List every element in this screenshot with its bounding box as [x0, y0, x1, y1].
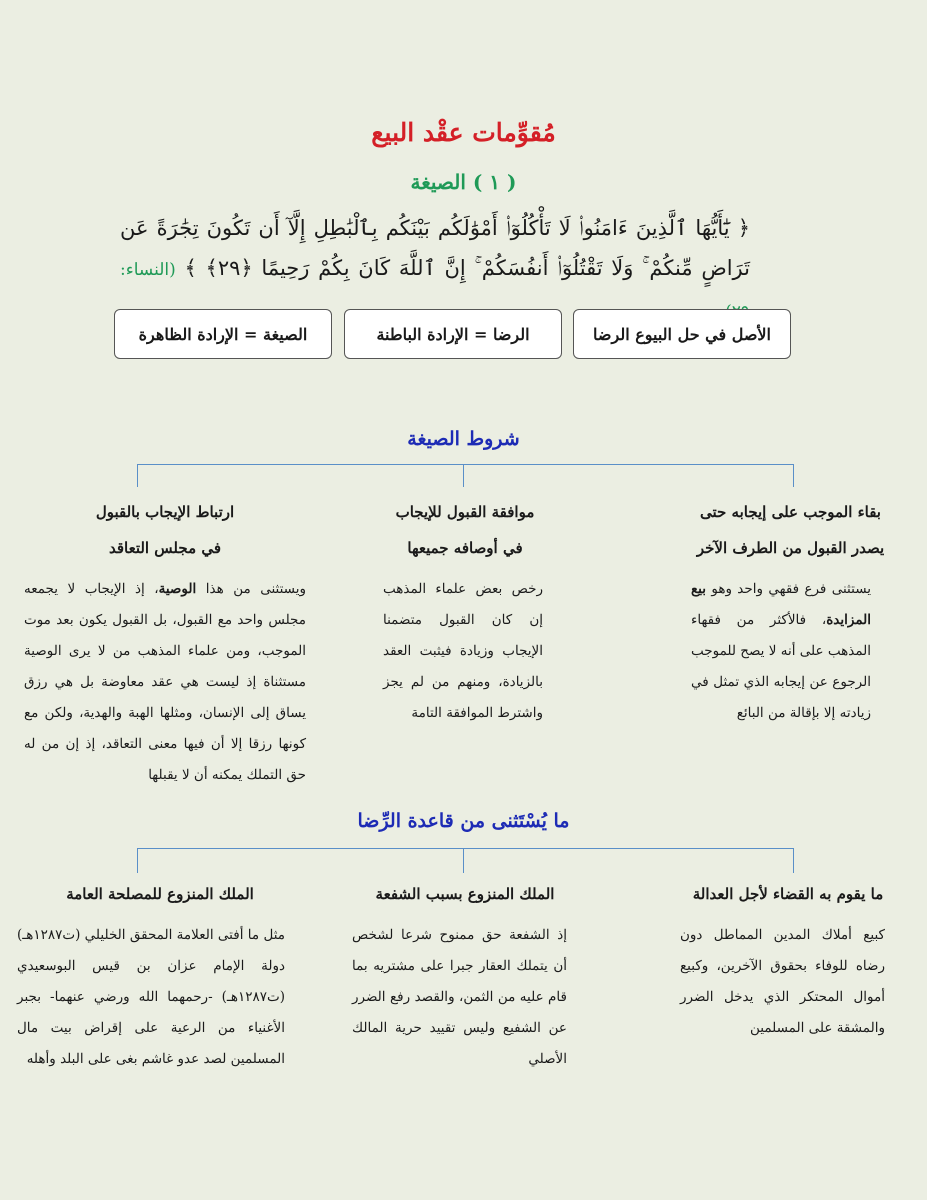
tree-connector-right	[793, 464, 794, 487]
condition-column-1	[688, 494, 893, 729]
tree-connector-left	[137, 464, 138, 487]
verse-close-bracket: ﴾	[184, 256, 197, 280]
tree-connector-horizontal-2	[137, 848, 793, 849]
tree-connector-left-2	[137, 848, 138, 873]
tree-connector-right-2	[793, 848, 794, 873]
exception-3-body: مثل ما أفتى العلامة المحقق الخليلي (ت١٢٨٧هـ) دولة الإمام عزان بن قيس البوسعيدي (ت١٢٨٧هـ) -رحمهما الله ورضي عنهما- بجبر الأغنياء من الرعية على إقراض بيت مال المسلمين لصد عدو غاشم بغى على البلد وأهله	[17, 927, 285, 1067]
section-subtitle: ( ١ ) الصيغة	[410, 170, 517, 194]
section-title-consent-exceptions: ما يُسْتَثنى من قاعدة الرِّضا	[357, 810, 570, 832]
exception-2-heading: الملك المنزوع بسبب الشفعة	[375, 885, 555, 903]
condition-column-2	[365, 494, 565, 729]
condition-3-heading: ارتباط الإيجاب بالقبول في مجلس التعاقد	[95, 503, 235, 557]
exception-2-body: إذ الشفعة حق ممنوح شرعا لشخص أن يتملك العقار جبرا على مشتريه بما قام عليه من الثمن، والقصد رفع الضرر عن الشفيع وليس تقييد حرية المالك الأصلي	[352, 927, 567, 1067]
page-title: مُقوِّمات عقْد البيع	[371, 118, 556, 147]
condition-1-heading: بقاء الموجب على إيجابه حتى يصدر القبول من الطرف الآخر	[696, 503, 885, 557]
exception-1-body: كبيع أملاك المدين المماطل دون رضاه للوفاء بحقوق الآخرين، وكبيع أموال المحتكر الذي يدخل الضرر والمشقة على المسلمين	[680, 927, 885, 1036]
condition-2-heading: موافقة القبول للإيجاب في أوصافه جميعها	[395, 503, 535, 557]
exception-column-2	[345, 876, 585, 1075]
condition-column-3	[20, 494, 310, 791]
exception-column-3	[15, 876, 305, 1075]
exception-1-heading: ما يقوم به القضاء لأجل العدالة	[692, 885, 884, 903]
condition-3-body: ويستثنى من هذا الوصية، إذ الإيجاب لا يجمعه مجلس واحد مع القبول، بل القبول يكون بعد موت الموجب، ومن علماء المذهب من لا يرى الوصية مستثناة إذ ليست هي عقد معاوضة بل هي رزق يساق إلى الإنسان، ومثلها الهبة والهدية، ولكن مع كونها رزقا إلا أن فيها معنى التعاقد، إذ إن من له حق التملك يمكنه أن لا يقبلها	[24, 581, 306, 783]
condition-2-body: رخص بعض علماء المذهب إن كان القبول متضمنا الإيجاب وزيادة فيثبت العقد بالزيادة، ومنهم من لم يجز واشترط الموافقة التامة	[383, 581, 543, 721]
verse-open-bracket: ﴿	[737, 216, 750, 240]
condition-1-body: يستثنى فرع فقهي واحد وهو بيع المزايدة، فالأكثر من فقهاء المذهب على أنه لا يصح للموجب الرجوع عن إيجابه الذي تمثل في زيادته إلا بإقالة من البائع	[691, 581, 871, 721]
box-origin-consent: الأصل في حل البيوع الرضا	[573, 309, 791, 359]
verse-text: يَٰٓأَيُّهَا ٱلَّذِينَ ءَامَنُوا۟ لَا تَأْكُلُوٓا۟ أَمْوَٰلَكُم بَيْنَكُم بِٱلْبَٰطِلِ إِلَّآ أَن تَكُونَ تِجَٰرَةً عَن تَرَاضٍ مِّنكُمْ ۚ وَلَا تَقْتُلُوٓا۟ أَنفُسَكُمْ ۚ إِنَّ ٱللَّهَ كَانَ بِكُمْ رَحِيمًا ﴿٢٩﴾	[120, 216, 750, 280]
tree-connector-horizontal	[137, 464, 793, 465]
box-consent-inner-will: الرضا = الإرادة الباطنة	[344, 309, 562, 359]
exception-column-1	[668, 876, 908, 1044]
tree-connector-root-2	[463, 848, 464, 873]
tree-connector-root	[463, 464, 464, 487]
box-form-outer-will: الصيغة = الإرادة الظاهرة	[114, 309, 332, 359]
exception-3-heading: الملك المنزوع للمصلحة العامة	[66, 885, 254, 903]
section-title-form-conditions: شروط الصيغة	[407, 428, 520, 450]
verse-reference: (النساء:	[120, 260, 176, 280]
